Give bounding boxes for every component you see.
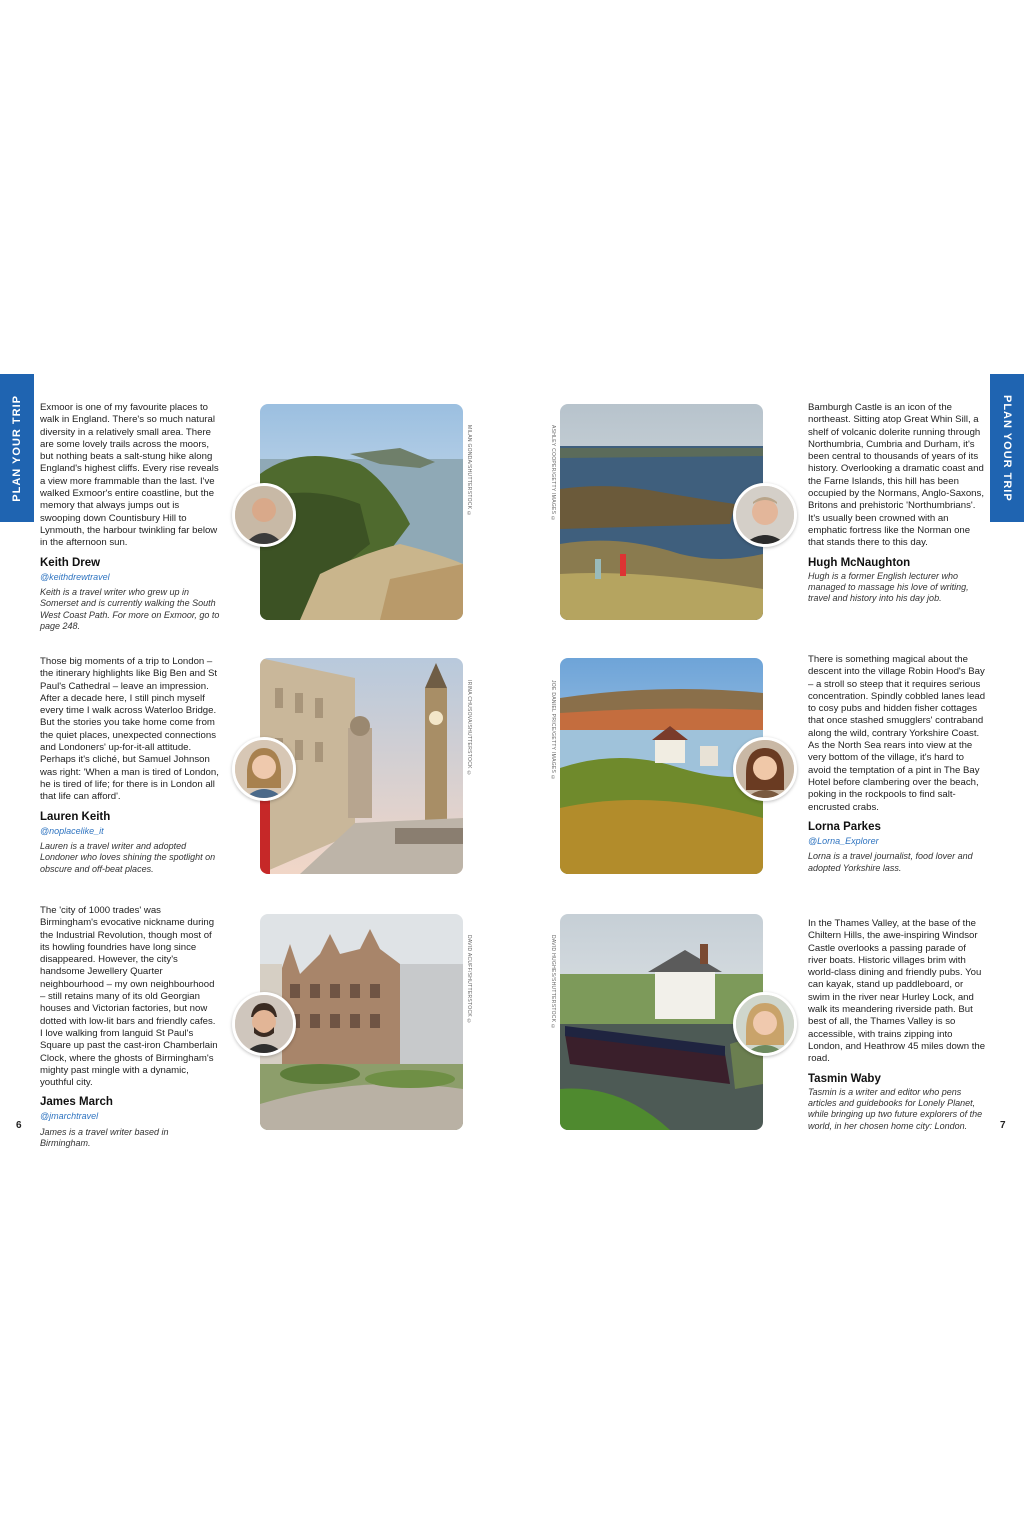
author-avatar [733, 483, 797, 547]
section-tab-left [0, 374, 34, 522]
author-name: James March [40, 1096, 113, 1109]
page-number-right: 7 [1000, 1120, 1006, 1131]
photo-credit: DAVID HUGHES/SHUTTERSTOCK © [550, 935, 556, 1031]
section-tab-label: PLAN YOUR TRIP [11, 394, 23, 502]
author-story: Exmoor is one of my favourite places to walk in England. There's so much natural diversity in a relatively small area. There are some lovely trails across the moors, but nothing beats a salt-stung hike along England's highest cliffs. Every rise reveals a view more frammable than the last. I've walked Exmoor's entire coastline, but the memory that always jumps out is swooping down Countisbury Hill to Lynmouth, the harbour twinkling far below in the afternoon sun. [40, 402, 219, 549]
page-number-left: 6 [16, 1120, 22, 1131]
author-story: Those big moments of a trip to London – the itinerary highlights like Big Ben and St Paul's Cathedral – leave an impression. After a decade here, I still pinch myself every time I walk across Waterloo Bridge. But the stories you take home come from the quiet places, unexpected connections and Londoners' up-for-it-all attitude. Perhaps it's cliché, but Samuel Johnson was right: 'When a man is tired of London, he is tired of life; for there is in London all that life can afford'. [40, 656, 219, 803]
author-avatar [733, 737, 797, 801]
author-story: In the Thames Valley, at the base of the Chiltern Hills, the awe-inspiring Windsor Castle overlooks a passing parade of river boats. Historic villages brim with world-class dining and friendly pubs. You can kayak, stand up paddleboard, or swim in the river near Hurley Lock, and walk its meandering riverside path. But best of all, the Thames Valley is so accessible, with trains zipping into London, and Heathrow 45 miles down the road. [808, 918, 986, 1065]
author-bio: Tasmin is a writer and editor who pens articles and guidebooks for Lonely Planet, while bringing up two future explorers of the world, in her chosen home city: London. [808, 1086, 983, 1131]
author-story: There is something magical about the descent into the village Robin Hood's Bay – a stroll so steep that it requires serious concentration. Spindly cobbled lanes lead to cosy pubs and hidden fisher cottages that once stashed smugglers' contraband along the wild, contrary Yorkshire Coast. As the North Sea rears into view at the very bottom of the village, it's hard to avoid the temptation of a pint in The Bay Hotel before clambering over the beach, poking in the rockpools to find salt-encrusted crabs. [808, 654, 986, 813]
photo-credit: JOE DANIEL PRICE/GETTY IMAGES © [550, 680, 556, 782]
photo-credit: ASHLEY COOPER/GETTY IMAGES © [550, 425, 556, 523]
author-bio: Lauren is a travel writer and adopted Londoner who loves shining the spotlight on obscure and off-beat places. [40, 840, 216, 874]
photo-credit: DAVID ACUFF/SHUTTERSTOCK © [466, 935, 472, 1026]
author-entry-lorna-parkes [808, 654, 986, 874]
author-name: Lauren Keith [40, 810, 111, 823]
author-entry-tasmin-waby [808, 918, 986, 1132]
author-name: Tasmin Waby [808, 1072, 881, 1085]
author-handle[interactable]: @Lorna_Explorer [808, 835, 879, 846]
author-entry-keith-drew [40, 402, 220, 632]
author-entry-hugh-mcnaughton [808, 402, 986, 605]
author-bio: Keith is a travel writer who grew up in Somerset and is currently walking the South West Coast Path. For more on Exmoor, go to page 248. [40, 586, 220, 632]
author-story: The 'city of 1000 trades' was Birmingham's evocative nickname during the Industrial Revolution, though most of its howling foundries have long since disappeared. However, the city's handsome Jewellery Quarter neighbourhood – my own neighbourhood – still retains many of its old Georgian houses and Victorian factories, but now dotted with low-lit bars and friendly cafes. I love walking from languid St Paul's Square up past the cast-iron Chamberlain Clock, where the ghosts of Birmingham's mighty past mingle with a dynamic, youthful city. [40, 905, 218, 1089]
author-bio: Lorna is a travel journalist, food lover and adopted Yorkshire lass. [808, 851, 973, 873]
section-tab-label: PLAN YOUR TRIP [1001, 394, 1013, 502]
photo-credit: IRINA CHUSOVA/SHUTTERSTOCK © [466, 680, 472, 777]
author-bio: Hugh is a former English lecturer who managed to massage his love of writing, travel and history into his day job. [808, 570, 969, 604]
author-handle[interactable]: @noplacelike_it [40, 825, 104, 836]
author-avatar [733, 992, 797, 1056]
author-entry-lauren-keith [40, 656, 220, 875]
author-avatar [232, 737, 296, 801]
author-bio: James is a travel writer based in Birmingham. [40, 1126, 169, 1149]
author-name: Keith Drew [40, 556, 101, 569]
author-handle[interactable]: @jmarchtravel [40, 1111, 99, 1122]
photo-credit: MILAN GONDA/SHUTTERSTOCK © [466, 425, 472, 518]
author-entry-james-march [40, 905, 220, 1150]
author-avatar [232, 992, 296, 1056]
author-name: Hugh McNaughton [808, 556, 911, 569]
author-story: Bamburgh Castle is an icon of the northeast. Sitting atop Great Whin Sill, a shelf of volcanic dolerite running through Northumbria, Cumbria and Durham, it's been central to thousands of years of its history. Overlooking a dramatic coast and the Farne Islands, this hill has been occupied by the Normans, Anglo-Saxons, Britons and prehistoric 'Northumbrians'. It's usually been crowned with an emphatic fortress like the Norman one that stands there to this day. [808, 402, 984, 549]
author-name: Lorna Parkes [808, 820, 881, 833]
section-tab-right [990, 374, 1024, 522]
author-avatar [232, 483, 296, 547]
author-handle[interactable]: @keithdrewtravel [40, 571, 110, 582]
